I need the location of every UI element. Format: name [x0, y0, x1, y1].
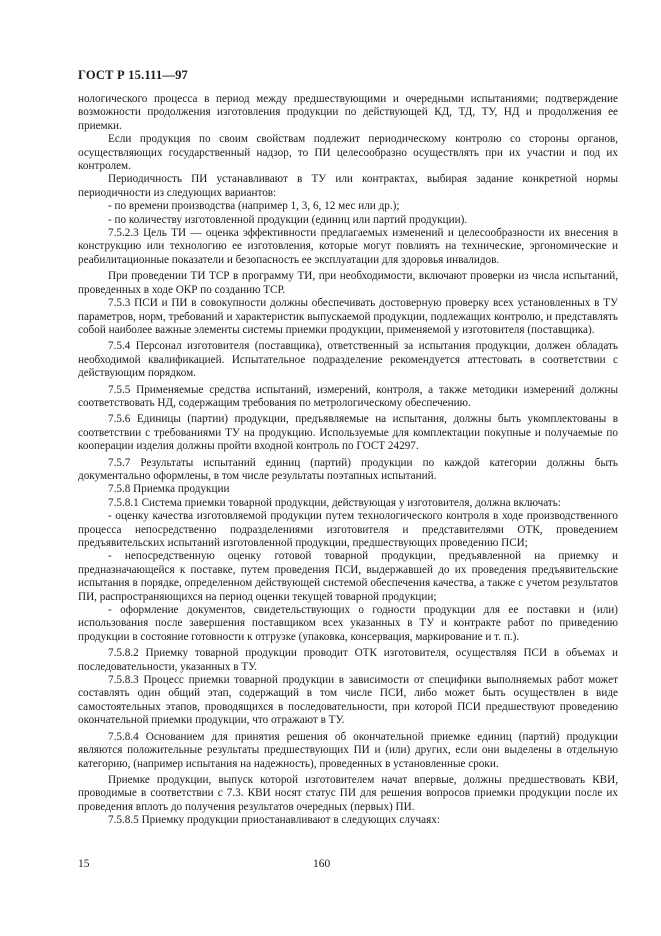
paragraph: нологического процесса в период между предшествующими и очередными испытаниями; подтверждение возможности продолжения изготовления продукции по действующей КД, ТД, ТУ, НД и продолжения ее приемки. [78, 93, 618, 132]
paragraph: 7.5.8.4 Основанием для принятия решения об окончательной приемке единиц (партий) продукции являются положительные результаты предшествующих ПИ и (или) других, если они выделены в отдельную категорию, (например испытания на надежность), проведенных в установленные сроки. [78, 730, 618, 770]
paragraph: Периодичность ПИ устанавливают в ТУ или контрактах, выбирая задание конкретной нормы периодичности из следующих вариантов: [78, 173, 618, 199]
paragraph: При проведении ТИ ТСР в программу ТИ, при необходимости, включают проверки из числа испытаний, проведенных в ходе ОКР по созданию ТСР. [78, 270, 618, 296]
paragraph: 7.5.7 Результаты испытаний единиц (партий) продукции по каждой категории должны быть документально оформлены, в том числе результаты поэтапных испытаний. [78, 456, 618, 482]
paragraph: 7.5.8.2 Приемку товарной продукции проводит ОТК изготовителя, осуществляя ПСИ в объемах и последовательности, указанных в ТУ. [78, 647, 618, 673]
paragraph: 7.5.4 Персонал изготовителя (поставщика), ответственный за испытания продукции, должен обладать необходимой квалификацией. Испытательное подразделение рекомендуется аттестовать в соответствии с действующим порядком. [78, 340, 618, 380]
paragraph: - по количеству изготовленной продукции (единиц или партий продукции). [108, 213, 468, 226]
paragraph: 7.5.8 Приемка продукции [108, 483, 230, 496]
paragraph: 7.5.2.3 Цель ТИ — оценка эффективности предлагаемых изменений и целесообразности их внесения в конструкцию или технологию ее изготовления, которые могут повлиять на технические, эргономические и реабилитационные показатели и безопасность ее эксплуатации для здоровья инвалидов. [78, 227, 618, 266]
paragraph: - оценку качества изготовляемой продукции путем технологического контроля в ходе производственного процесса непосредственно подразделениями изготовителя и представителями ОТК, проведением предъявительских испытаний изготовленной продукции, предшествующих проведению ПСИ; [78, 510, 618, 549]
document-body [78, 93, 618, 828]
paragraph: Если продукция по своим свойствам подлежит периодическому контролю со стороны органов, осуществляющих государственный надзор, то ПИ целесообразно осуществлять при их участии и под их контролем. [78, 133, 618, 173]
page-number-center: 160 [313, 858, 331, 870]
paragraph: 7.5.3 ПСИ и ПИ в совокупности должны обеспечивать достоверную проверку всех установленных в ТУ параметров, норм, требований и характеристик выпускаемой продукции, подлежащих контролю, и представлять собой наиболее важные элементы системы приемки продукции, применяемой у изготовителя (поставщика). [78, 297, 618, 336]
paragraph: 7.5.5 Применяемые средства испытаний, измерений, контроля, а также методики измерений должны соответствовать НД, содержащим требования по метрологическому обеспечению. [78, 383, 618, 409]
paragraph: 7.5.8.5 Приемку продукции приостанавливают в следующих случаях: [108, 814, 440, 827]
paragraph: - оформление документов, свидетельствующих о годности продукции для ее поставки и (или) использования после завершения поставщиком всех указанных в ТУ и контракте работ по приведению продукции в состояние готовности к отгрузке (упаковка, консервация, маркирование и т. п.). [78, 604, 618, 643]
paragraph: 7.5.8.1 Система приемки товарной продукции, действующая у изготовителя, должна включать: [108, 496, 561, 509]
document-header: ГОСТ Р 15.111—97 [78, 68, 188, 82]
paragraph: - по времени производства (например 1, 3, 6, 12 мес или др.); [108, 200, 400, 213]
page-number-left: 15 [78, 858, 90, 870]
paragraph: 7.5.8.3 Процесс приемки товарной продукции в зависимости от специфики выполняемых работ может составлять один общий этап, содержащий в том числе ПСИ, либо может быть осуществлен в виде самостоятельных этапов, проводящихся в последовательности, при которой ПСИ предшествуют проведению окончательной приемки продукции, что отражают в ТУ. [78, 674, 618, 727]
paragraph: 7.5.6 Единицы (партии) продукции, предъявляемые на испытания, должны быть укомплектованы в соответствии с требованиями ТУ на продукцию. Используемые для комплектации покупные и получаемые по кооперации изделия должны пройти входной контроль по ГОСТ 24297. [78, 413, 618, 453]
paragraph: Приемке продукции, выпуск которой изготовителем начат впервые, должны предшествовать КВИ, проводимые в соответствии с 7.3. КВИ носят статус ПИ для решения вопросов приемки продукции после их проведения вплоть до получения результатов очередных (первых) ПИ. [78, 773, 618, 813]
paragraph: - непосредственную оценку готовой товарной продукции, предъявленной на приемку и предназначающейся к поставке, путем проведения ПСИ, выдержавшей до их проведения предъявительские испытания в порядке, определенном действующей системой обеспечения качества, а также с учетом результатов ПИ, распространяющихся на период оценки текущей товарной продукции; [78, 550, 618, 603]
